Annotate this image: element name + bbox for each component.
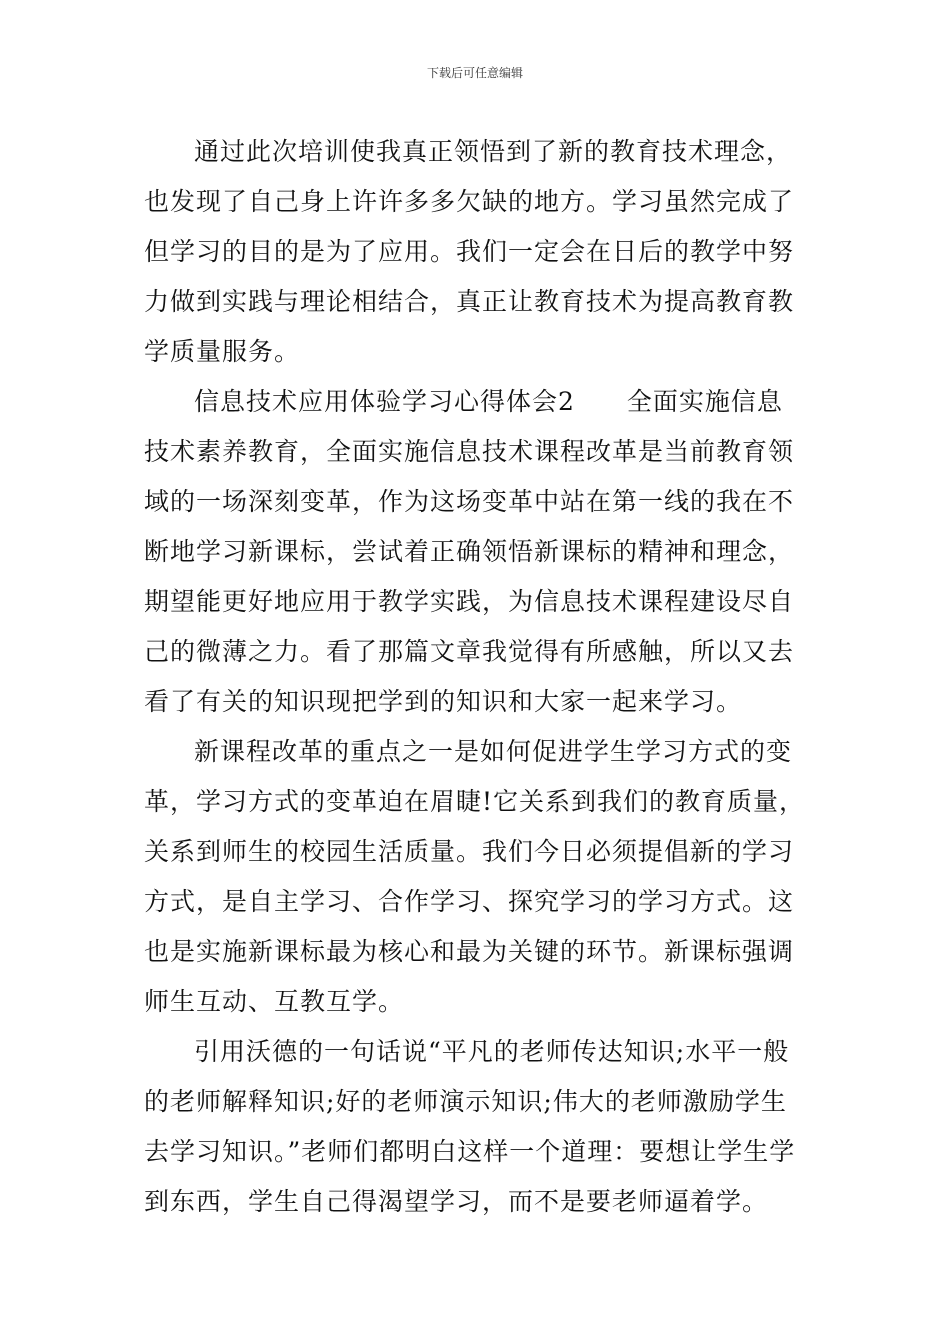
- document-body: [144, 127, 808, 1227]
- header-note: 下载后可任意编辑: [426, 66, 523, 80]
- paragraph-2: 信息技术应用体验学习心得体会2 全面实施信息技术素养教育，全面实施信息技术课程改革是当前教育领域的一场深刻变革，作为这场变革中站在第一线的我在不断地学习新课标，尝试着正确领悟新课标的精神和理念，期望能更好地应用于教学实践，为信息技术课程建设尽自己的微薄之力。看了那篇文章我觉得有所感触，所以又去看了有关的知识现把学到的知识和大家一起来学习。: [144, 387, 795, 716]
- paragraph-4: 引用沃德的一句话说“平凡的老师传达知识;水平一般的老师解释知识;好的老师演示知识;伟大的老师激励学生去学习知识。”老师们都明白这样一个道理：要想让学生学到东西，学生自己得渴望学习，而不是要老师逼着学。: [144, 1037, 796, 1216]
- paragraph-3: 新课程改革的重点之一是如何促进学生学习方式的变革，学习方式的变革迫在眉睫!它关系到我们的教育质量，关系到师生的校园生活质量。我们今日必须提倡新的学习方式，是自主学习、合作学习、探究学习的学习方式。这也是实施新课标最为核心和最为关键的环节。新课标强调师生互动、互教互学。: [144, 737, 806, 1016]
- paragraph-1: 通过此次培训使我真正领悟到了新的教育技术理念，也发现了自己身上许许多多欠缺的地方。学习虽然完成了但学习的目的是为了应用。我们一定会在日后的教学中努力做到实践与理论相结合，真正让教育技术为提高教育教学质量服务。: [144, 137, 795, 366]
